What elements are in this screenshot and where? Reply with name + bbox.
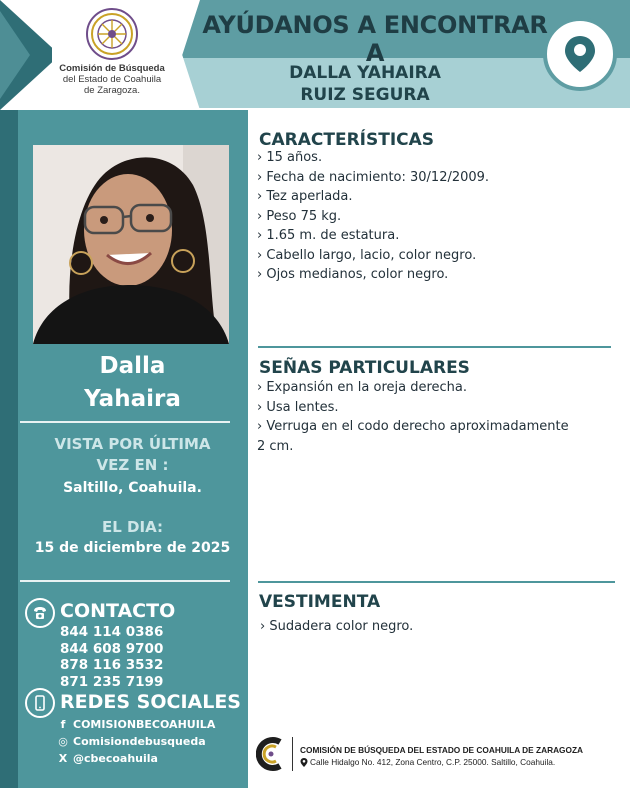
phone-number[interactable]: 844 114 0386 bbox=[60, 624, 164, 640]
social-handle: Comisiondebusqueda bbox=[73, 735, 206, 748]
first-name-line1: Dalla bbox=[99, 353, 166, 379]
list-item: › Expansión en la oreja derecha. bbox=[257, 380, 467, 395]
list-item: › Cabello largo, lacio, color negro. bbox=[257, 247, 477, 263]
facebook-icon: f bbox=[60, 718, 66, 731]
phone-number[interactable]: 871 235 7199 bbox=[60, 673, 164, 690]
address-pin-icon bbox=[300, 758, 308, 767]
social-item-instagram[interactable] bbox=[57, 733, 242, 750]
social-item-facebook[interactable] bbox=[57, 716, 242, 733]
missing-person-full-name bbox=[250, 62, 480, 106]
phone-number[interactable]: 878 116 3532 bbox=[60, 657, 164, 673]
logo-text-line1: Comisión de Búsqueda bbox=[59, 63, 165, 74]
footer-divider bbox=[292, 737, 293, 771]
social-handle: COMISIONBECOAHUILA bbox=[73, 718, 216, 731]
location-pin-icon bbox=[562, 34, 598, 74]
first-name-line2: Yahaira bbox=[84, 386, 181, 412]
list-item: › Ojos medianos, color negro. bbox=[257, 267, 449, 282]
list-item: › Sudadera color negro. bbox=[260, 619, 414, 634]
footer-address-text: Calle Hidalgo No. 412, Zona Centro, C.P. 25000. Saltillo, Coahuila. bbox=[310, 757, 556, 767]
last-seen-label-line1: VISTA POR ÚLTIMA bbox=[54, 435, 211, 453]
particular-signs-title: SEÑAS PARTICULARES bbox=[259, 358, 470, 378]
list-item: › 1.65 m. de estatura. bbox=[257, 228, 400, 243]
section-divider bbox=[258, 581, 615, 583]
headline: AYÚDANOS A ENCONTRAR A bbox=[202, 11, 548, 67]
clothing-list bbox=[260, 617, 610, 637]
last-seen-day-value: 15 de diciembre de 2025 bbox=[34, 540, 231, 556]
social-handle: @cbecoahuila bbox=[73, 752, 158, 765]
list-item: › Usa lentes. bbox=[257, 399, 339, 415]
sidebar-edge-strip bbox=[0, 110, 18, 788]
social-item-x[interactable] bbox=[57, 750, 242, 767]
x-icon: X bbox=[58, 752, 68, 765]
last-seen-place: Saltillo, Coahuila. bbox=[63, 480, 202, 496]
list-item: › 15 años. bbox=[257, 150, 323, 165]
sidebar-divider-2 bbox=[20, 580, 230, 582]
logo-text-line2: del Estado de Coahuila bbox=[62, 74, 162, 85]
phone-list bbox=[60, 624, 240, 690]
social-list bbox=[57, 716, 242, 767]
commission-logo-text bbox=[52, 63, 172, 96]
list-item: › Tez aperlada. bbox=[257, 189, 353, 204]
phone-number[interactable]: 844 608 9700 bbox=[60, 640, 164, 657]
logo-text-line3: de Zaragoza. bbox=[84, 85, 140, 96]
characteristics-list bbox=[257, 148, 607, 285]
commission-seal-icon bbox=[86, 8, 138, 60]
location-badge bbox=[543, 17, 617, 91]
particular-signs-list bbox=[257, 378, 607, 456]
section-divider bbox=[258, 346, 611, 348]
phone-icon bbox=[25, 598, 55, 628]
footer-title: COMISIÓN DE BÚSQUEDA DEL ESTADO DE COAHUILA DE ZARAGOZA bbox=[300, 745, 584, 755]
last-seen-day-label: EL DIA: bbox=[102, 518, 163, 536]
clothing-title: VESTIMENTA bbox=[259, 592, 381, 612]
characteristics-title: CARACTERÍSTICAS bbox=[259, 130, 435, 150]
last-seen-label-line2: VEZ EN : bbox=[96, 456, 169, 474]
list-item: › Fecha de nacimiento: 30/12/2009. bbox=[257, 169, 490, 185]
contact-title: CONTACTO bbox=[60, 600, 176, 622]
first-name bbox=[20, 350, 245, 416]
smartphone-icon bbox=[25, 688, 55, 718]
commission-c-logo-icon bbox=[256, 736, 286, 772]
full-name-line2: RUIZ SEGURA bbox=[300, 85, 430, 105]
full-name-line1: DALLA YAHAIRA bbox=[289, 63, 441, 83]
header bbox=[0, 0, 630, 110]
mobile-glyph-icon bbox=[32, 695, 48, 711]
sidebar-divider bbox=[20, 421, 230, 423]
telephone-glyph-icon bbox=[32, 605, 48, 621]
list-item: 2 cm. bbox=[257, 438, 294, 454]
instagram-icon: ◎ bbox=[58, 735, 68, 748]
list-item: › Verruga en el codo derecho aproximadamente bbox=[257, 419, 569, 434]
list-item: › Peso 75 kg. bbox=[257, 208, 342, 224]
social-title: REDES SOCIALES bbox=[60, 691, 241, 713]
footer-address bbox=[300, 757, 555, 767]
missing-person-photo bbox=[33, 145, 229, 344]
last-seen-label bbox=[20, 434, 245, 476]
